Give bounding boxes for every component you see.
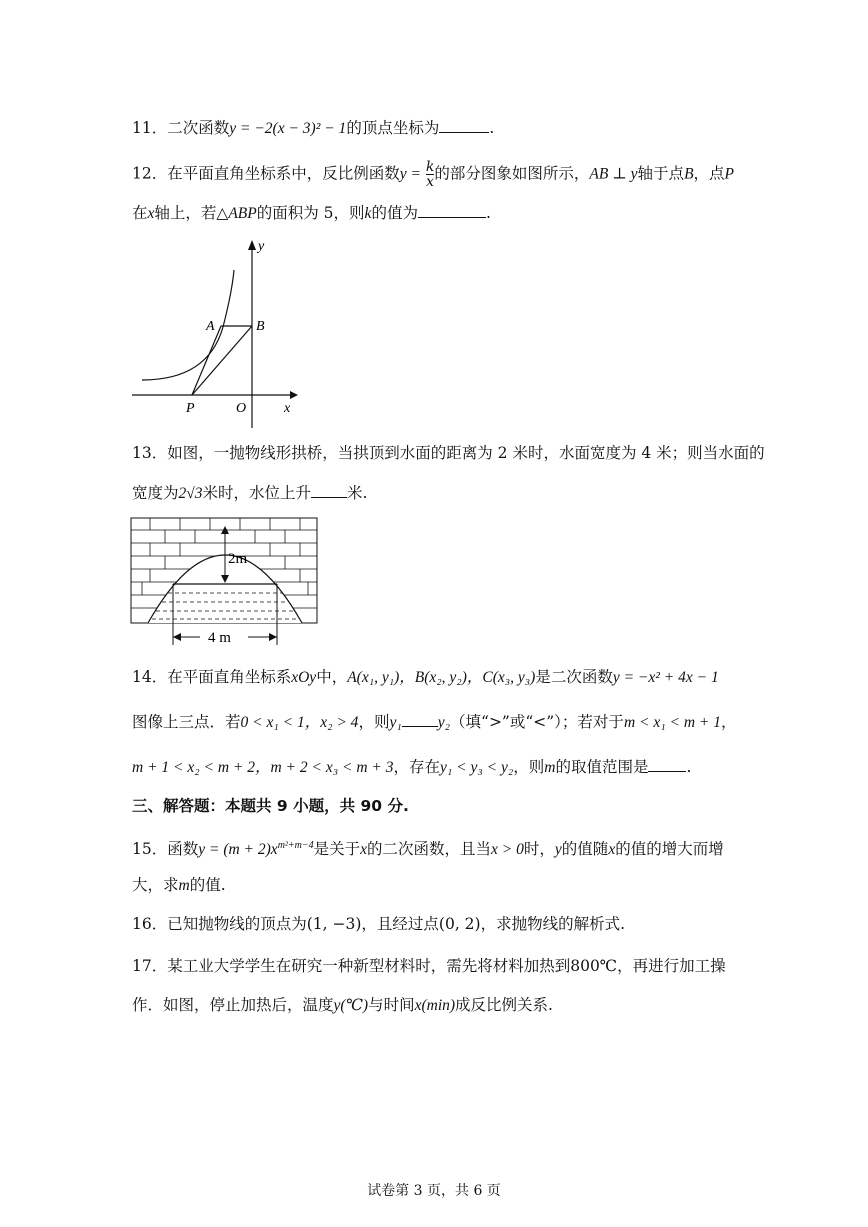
arch-bridge-figure — [130, 517, 320, 647]
q12-text-4: ，点 — [693, 164, 725, 183]
segment-pb — [192, 326, 252, 395]
section-heading: 三、解答题：本题共 9 小题，共 90 分. — [132, 797, 409, 815]
q12-l2-text: 在 — [132, 204, 148, 222]
y-label: y — [258, 239, 265, 254]
q14-text-2: 中， — [316, 668, 348, 686]
answer-blank[interactable] — [648, 757, 686, 772]
q14-l2-text: 图像上三点．若 — [132, 713, 241, 731]
q14-m: m — [544, 759, 556, 776]
q15-text: 15．函数 — [132, 840, 199, 859]
q17-l2-text: 作．如图，停止加热后，温度 — [132, 996, 334, 1014]
answer-blank[interactable] — [439, 118, 489, 133]
q14-function: y = −x² + 4x − 1 — [612, 669, 719, 686]
q12-end: . — [485, 204, 491, 222]
q15-l2-text: 大，求 — [132, 876, 179, 894]
question-15-line-2 — [132, 875, 226, 896]
q13-value: 2√3 — [178, 485, 203, 502]
q17-x: x(min) — [414, 997, 456, 1014]
q12-l2-text-2: 轴上，若 — [154, 204, 217, 222]
question-14-line-3 — [132, 757, 691, 778]
q14-l3-text-2: ，则 — [513, 758, 545, 776]
q13-text: 13．如图，一抛物线形拱桥，当拱顶到水面的距离为 2 米时，水面宽度为 4 米；则当水面的 — [132, 444, 765, 462]
q14-hint: （填“>”或“<”）；若对于 — [450, 713, 624, 731]
width-label: 4 m — [208, 630, 231, 646]
q14-y2: y₂ — [437, 714, 451, 731]
q16-text-2: ，且经过点 — [361, 915, 439, 933]
q12-p: P — [724, 165, 735, 183]
q12-ab: AB ⊥ y — [589, 165, 638, 183]
q15-text-4: 时， — [523, 840, 555, 859]
q15-function: y = (m + 2)x — [198, 841, 278, 859]
question-11 — [132, 118, 494, 139]
q17-text: 17．某工业大学学生在研究一种新型材料时，需先将材料加热到800℃，再进行加工操 — [132, 957, 726, 975]
question-16 — [132, 914, 625, 934]
q17-l2-suffix: 成反比例关系. — [455, 996, 553, 1014]
q14-end: . — [686, 758, 692, 776]
question-13-line-1 — [132, 443, 765, 463]
q16-point: (0, 2) — [438, 915, 481, 933]
q13-l2-text-2: 米时，水位上升 — [202, 484, 312, 502]
q12-l2-text-4: 的值为 — [371, 204, 418, 222]
q15-text-6: 的值的增大而增 — [615, 840, 724, 859]
q13-l2-text: 宽度为 — [132, 484, 179, 502]
q14-points: A(x₁, y₁)，B(x₂, y₂)，C(x₃, y₃) — [347, 669, 536, 686]
answer-blank[interactable] — [418, 203, 486, 218]
q12-y: y = — [399, 165, 421, 183]
width-arrow-head-right — [269, 633, 277, 641]
q14-text: 14．在平面直角坐标系 — [132, 668, 292, 686]
q15-text-5: 的值随 — [561, 840, 609, 859]
segment-pa — [192, 326, 221, 395]
q14-text-3: 是二次函数 — [535, 668, 613, 686]
q15-y: y — [554, 841, 562, 859]
q12-text: 12．在平面直角坐标系中，反比例函数 — [132, 164, 400, 183]
frac-den: x — [426, 174, 435, 190]
question-13-line-2 — [132, 483, 367, 504]
answer-blank[interactable] — [311, 483, 347, 498]
page-footer: 试卷第 3 页，共 6 页 — [367, 1183, 501, 1199]
q12-l2-text-3: 的面积为 5，则 — [256, 204, 365, 222]
x-axis-arrow — [290, 391, 298, 399]
question-15-line-1 — [132, 836, 724, 860]
q11-text: 11．二次函数 — [132, 119, 230, 137]
question-17-line-2 — [132, 995, 553, 1016]
q12-b: B — [684, 165, 694, 183]
q14-l3-text-3: 的取值范围是 — [555, 758, 649, 776]
q11-end: . — [489, 119, 495, 137]
q14-l2-end: ， — [720, 713, 737, 731]
x-label: x — [284, 401, 291, 416]
q15-text-3: 的二次函数，且当 — [367, 840, 492, 859]
q11-text-suffix: 的顶点坐标为 — [346, 119, 440, 137]
q15-text-2: 是关于 — [313, 840, 361, 859]
q15-exponent: m²+m−4 — [277, 840, 314, 851]
q15-l2-suffix: 的值. — [189, 876, 226, 894]
q11-formula: y = −2(x − 3)² − 1 — [229, 120, 347, 137]
q17-y: y(℃) — [333, 997, 369, 1014]
q12-triangle: △ABP — [216, 205, 257, 222]
frac-num: k — [425, 159, 435, 175]
height-label: 2m — [228, 551, 248, 567]
answer-blank[interactable] — [402, 712, 438, 727]
question-12-line-2 — [132, 203, 491, 224]
q14-l2-text-2: ，则 — [358, 713, 390, 731]
q14-l3-text: ，存在 — [393, 758, 441, 776]
q14-condition: 0 < x₁ < 1，x₂ > 4 — [240, 714, 359, 731]
q17-l2-text-2: 与时间 — [368, 996, 415, 1014]
question-14-line-2 — [132, 712, 737, 733]
q14-xoy: xOy — [291, 669, 317, 686]
q15-m: m — [178, 877, 190, 894]
q14-condition-2: m < x₁ < m + 1 — [623, 714, 721, 731]
point-a-label: A — [206, 319, 215, 334]
q12-x: x — [147, 205, 155, 222]
width-arrow-head-left — [173, 633, 181, 641]
q16-text-3: ，求抛物线的解析式. — [480, 915, 626, 933]
q12-text-3: 轴于点 — [637, 164, 685, 183]
q15-x-2: x — [608, 841, 616, 859]
q15-x: x — [360, 841, 368, 859]
q16-vertex: (1, −3) — [306, 915, 362, 933]
q14-condition-3: m + 1 < x₂ < m + 2，m + 2 < x₃ < m + 3 — [132, 759, 394, 776]
q14-condition-4: y₁ < y₃ < y₂ — [440, 759, 514, 776]
q12-text-2: 的部分图象如图所示， — [434, 164, 590, 183]
hyperbola-curve — [142, 270, 234, 380]
y-axis-arrow — [248, 240, 256, 250]
inverse-function-graph — [128, 232, 308, 432]
q14-y1: y₁ — [389, 714, 402, 731]
origin-label: O — [236, 401, 247, 416]
point-p-label: P — [186, 401, 195, 416]
q13-l2-suffix: 米. — [347, 484, 368, 502]
q12-k: k — [364, 205, 372, 222]
point-b-label: B — [256, 319, 265, 334]
q16-text: 16．已知抛物线的顶点为 — [132, 915, 307, 933]
question-14-line-1 — [132, 667, 719, 688]
q15-condition: x > 0 — [491, 841, 524, 859]
question-17-line-1 — [132, 956, 726, 976]
question-12-line-1 — [132, 160, 734, 189]
